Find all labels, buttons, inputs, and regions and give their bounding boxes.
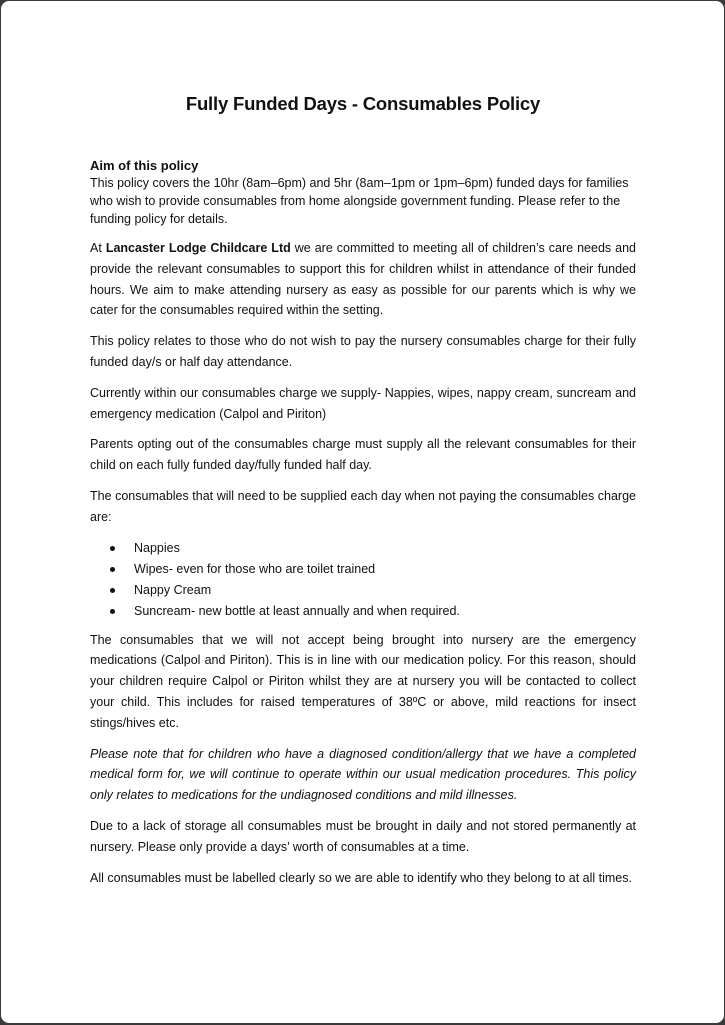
bullet-icon (110, 588, 115, 593)
list-item (134, 601, 636, 622)
paragraph-commitment-prefix: At (90, 241, 106, 255)
list-item-text: Wipes- even for those who are toilet trained (134, 561, 376, 576)
bullet-icon (110, 567, 115, 572)
document-title: Fully Funded Days - Consumables Policy (185, 93, 541, 114)
consumables-list (90, 538, 636, 622)
paragraph-not-accepted: The consumables that we will not accept being brought into nursery are the emergency medications (Calpol and Piriton). This is in line with our medication policy. For this reason, should your children require Calpol or Piriton whilst they are at nursery you will be contacted to collect your child. This includes for raised temperatures of 38ºC or above, mild reactions for insect stings/hives etc. (90, 632, 636, 730)
aim-heading: Aim of this policy (90, 158, 199, 173)
list-item (134, 559, 636, 580)
list-item-text: Nappies (134, 540, 180, 555)
list-item-text: Nappy Cream (134, 582, 212, 597)
list-item-text: Suncream- new bottle at least annually and when required. (134, 603, 460, 618)
paragraph-required-consumables: The consumables that will need to be supplied each day when not paying the consumables charge are: (90, 488, 636, 524)
paragraph-diagnosed-note: Please note that for children who have a diagnosed condition/allergy that we have a completed medical form for, we will continue to operate within our usual medication procedures. This policy only relates to medications for the undiagnosed conditions and mild illnesses. (90, 746, 636, 803)
list-item (134, 538, 636, 559)
bullet-icon (110, 609, 115, 614)
paragraph-labelling: All consumables must be labelled clearly so we are able to identify who they belong to at all times. (90, 870, 632, 885)
bullet-icon (110, 546, 115, 551)
paragraph-scope: This policy relates to those who do not wish to pay the nursery consumables charge for their fully funded day/s or half day attendance. (90, 334, 636, 369)
paragraph-commitment-rest: we are committed to meeting all of children’s care needs and provide the relevant consumables to support this for children whilst in attendance of their funded hours. We aim to make attending nursery as easy as possible for our parents which is why we cater for the consumables required within the setting. (90, 241, 636, 318)
paragraph-current-supply: Currently within our consumables charge we supply- Nappies, wipes, nappy cream, suncream and emergency medication (Calpol and Piriton) (90, 385, 636, 421)
list-item (134, 580, 636, 601)
paragraph-opting-out: Parents opting out of the consumables charge must supply all the relevant consumables for their child on each fully funded day/fully funded half day. (90, 437, 636, 473)
company-name: Lancaster Lodge Childcare Ltd (105, 241, 291, 255)
paragraph-storage: Due to a lack of storage all consumables must be brought in daily and not stored permanently at nursery. Please only provide a days’ worth of consumables at a time. (90, 818, 636, 854)
document-page (1, 1, 724, 1023)
aim-text: This policy covers the 10hr (8am–6pm) and 5hr (8am–1pm or 1pm–6pm) funded days for families who wish to provide consumables from home alongside government funding. Please refer to the funding policy for details. (90, 176, 629, 226)
paragraph-commitment (90, 238, 636, 321)
